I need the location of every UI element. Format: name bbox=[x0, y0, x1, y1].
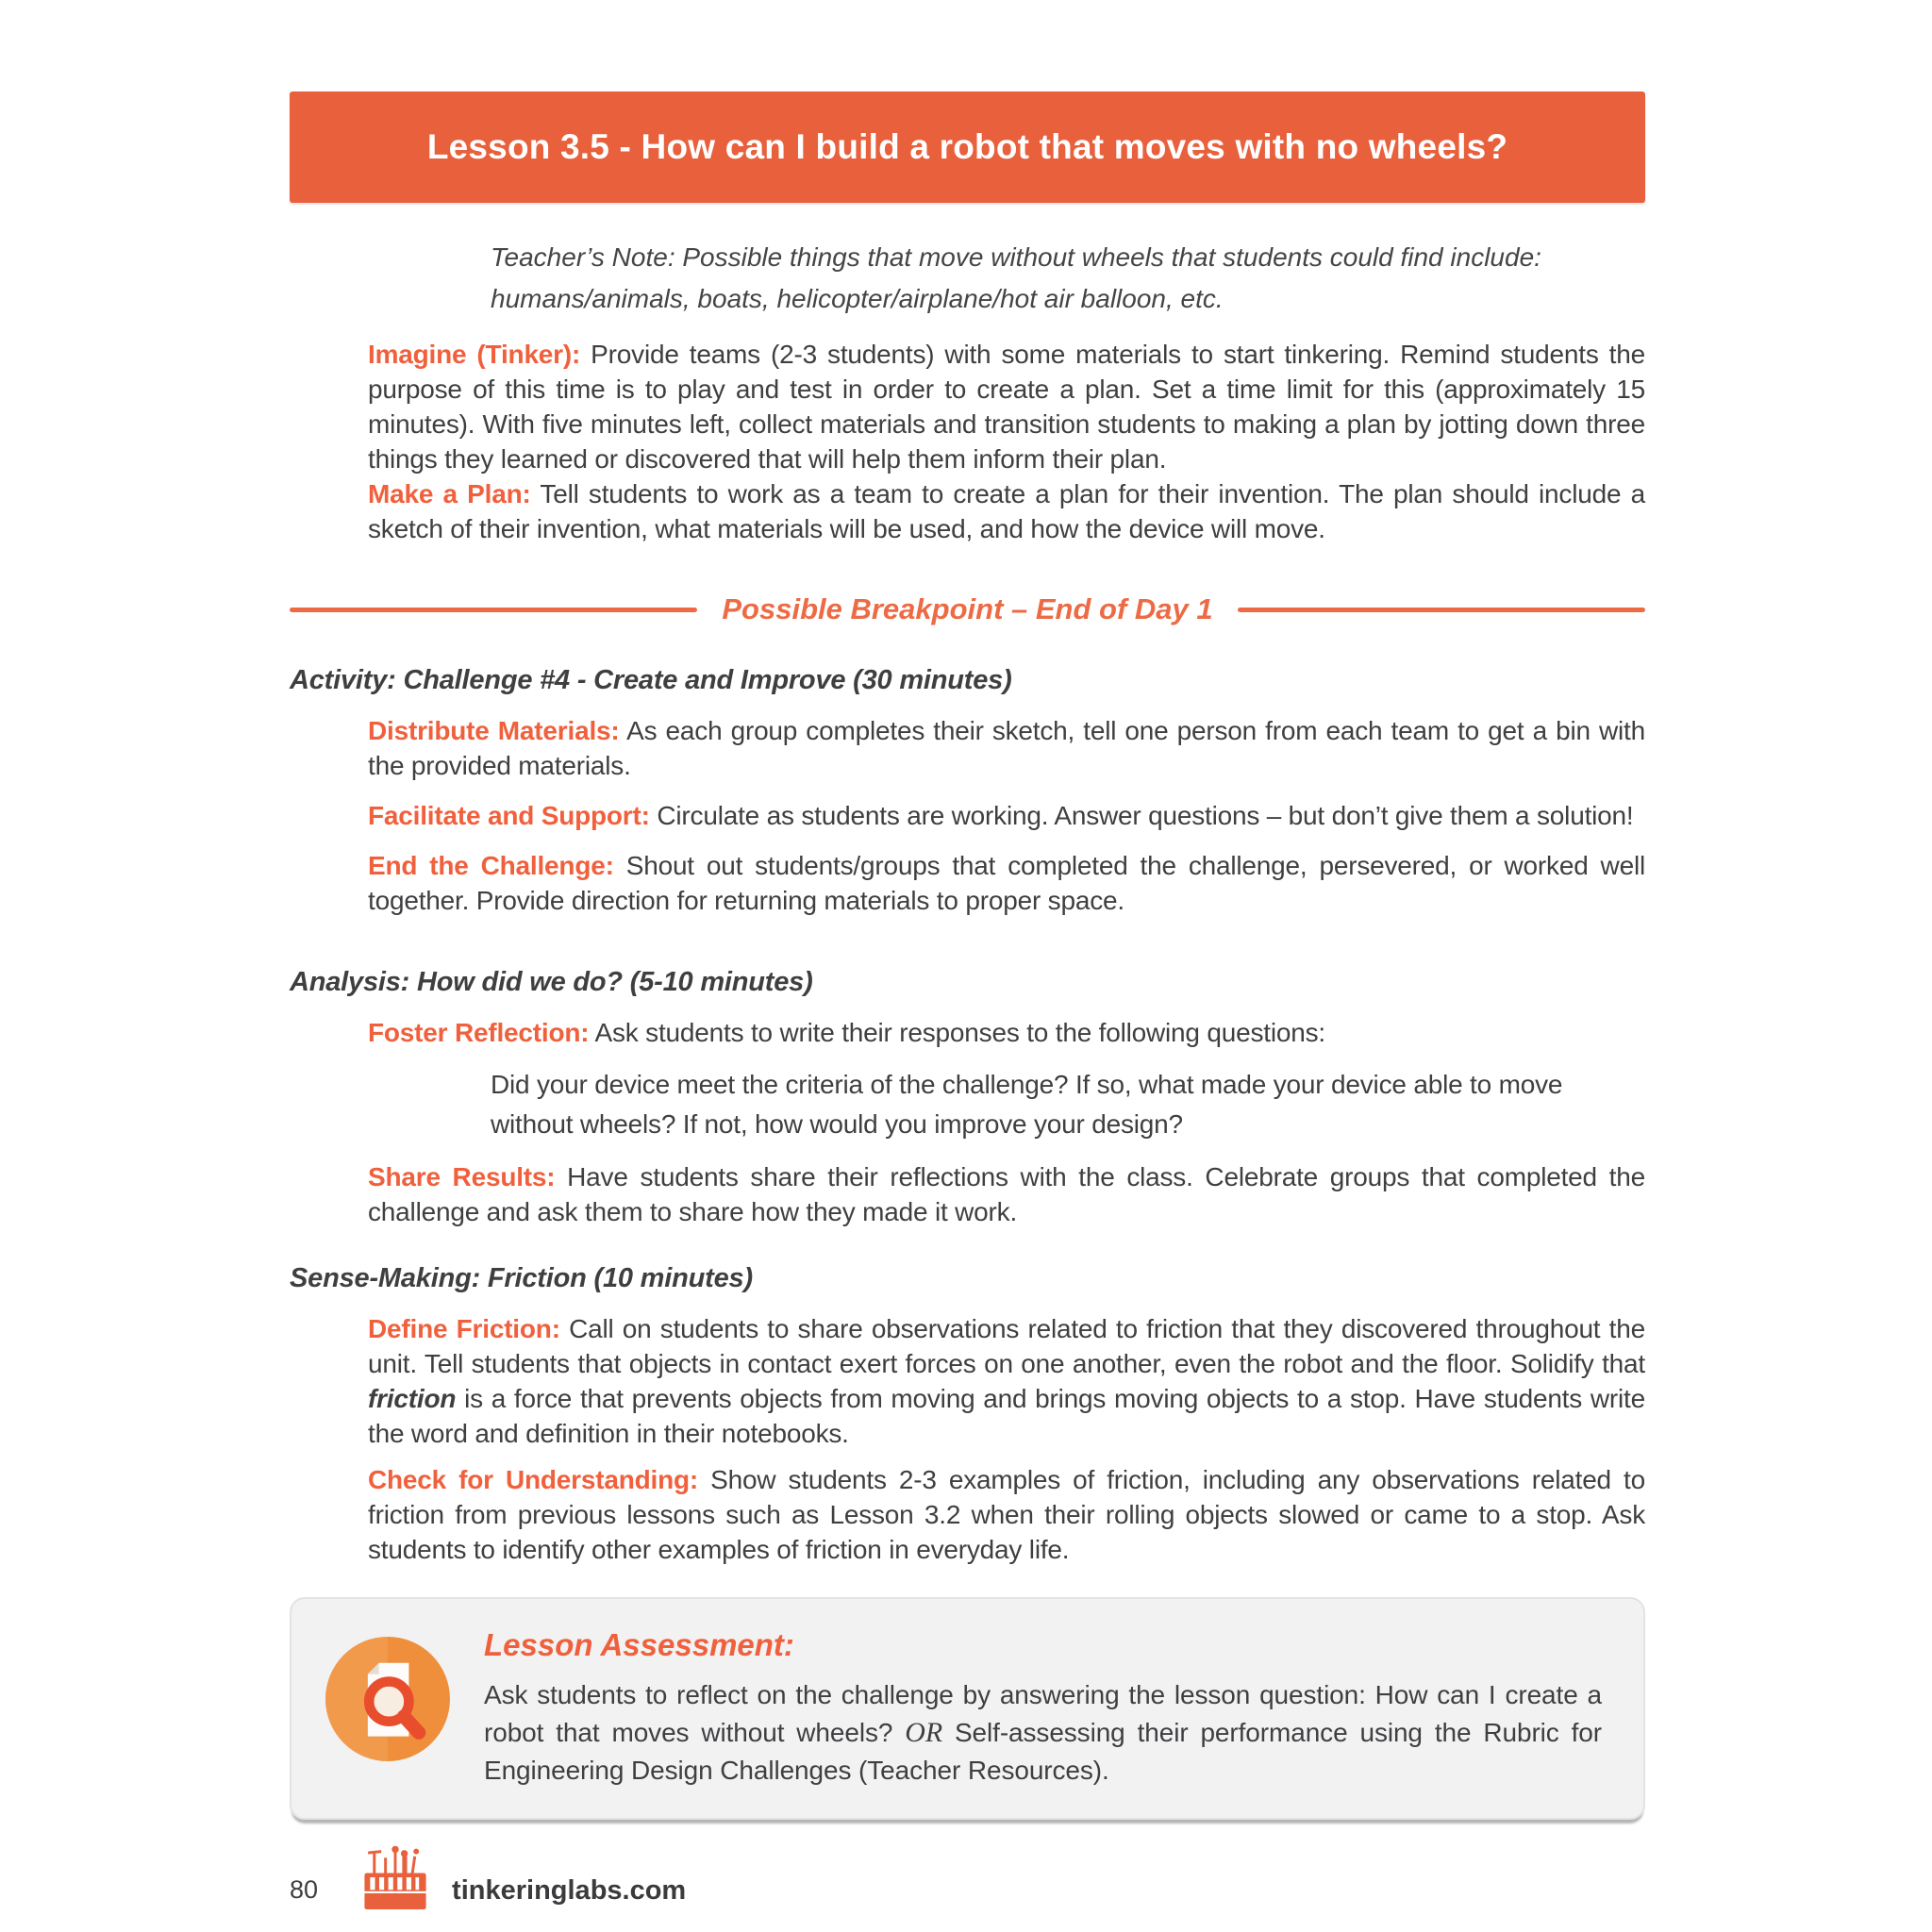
step-text: Show students 2-3 examples of friction, including any observations related to friction from previous lessons such as Lesson 3.2 when their rolling objects slowed or came to a stop. Ask students to identify other examples of friction in everyday life. bbox=[368, 1465, 1645, 1564]
step-imagine-tinker bbox=[368, 337, 1645, 476]
step-label: Facilitate and Support: bbox=[368, 801, 650, 830]
step-label: End the Challenge: bbox=[368, 851, 614, 880]
step-label: Check for Understanding: bbox=[368, 1465, 699, 1494]
step-label: Imagine (Tinker): bbox=[368, 340, 581, 369]
step-label: Make a Plan: bbox=[368, 479, 531, 508]
step-define-friction bbox=[368, 1311, 1645, 1451]
step-text: Tell students to work as a team to create a plan for their invention. The plan should include a sketch of their invention, what materials will be used, and how the device will move. bbox=[368, 479, 1645, 543]
section-heading-activity: Activity: Challenge #4 - Create and Improve (30 minutes) bbox=[290, 665, 1012, 695]
assessment-text-part: Self-assessing their performance using the Rubric for Engineering Design Challenges (Teacher Resources). bbox=[484, 1718, 1602, 1785]
toolbox-logo-icon bbox=[358, 1842, 433, 1912]
step-check-for-understanding bbox=[368, 1462, 1645, 1567]
lesson-title: Lesson 3.5 - How can I build a robot that moves with no wheels? bbox=[426, 127, 1508, 166]
divider-line-left bbox=[290, 608, 697, 612]
breakpoint-label: Possible Breakpoint – End of Day 1 bbox=[722, 592, 1213, 625]
step-text: Ask students to write their responses to the following questions: bbox=[594, 1018, 1326, 1047]
section-heading-sense-making: Sense-Making: Friction (10 minutes) bbox=[290, 1263, 753, 1293]
step-share-results bbox=[368, 1159, 1645, 1229]
step-label: Define Friction: bbox=[368, 1314, 560, 1343]
emphasis-word: friction bbox=[368, 1384, 457, 1413]
assessment-text bbox=[484, 1676, 1602, 1790]
assessment-body bbox=[484, 1624, 1602, 1790]
divider-line-right bbox=[1238, 608, 1645, 612]
step-foster-reflection bbox=[368, 1015, 1645, 1050]
step-text: As each group completes their sketch, tell one person from each team to get a bin with the provided materials. bbox=[368, 716, 1646, 780]
step-text: Shout out students/groups that completed the challenge, persevered, or worked well together. Provide direction for returning materials to proper space. bbox=[368, 851, 1645, 915]
step-label: Share Results: bbox=[368, 1162, 556, 1191]
step-text: Provide teams (2-3 students) with some materials to start tinkering. Remind students the purpose of this time is to play and test in order to create a plan. Set a time limit for this (approximately 15 minutes). With five minutes left, collect materials and transition students to making a plan by jotting down three things they learned or discovered that will help them inform their plan. bbox=[368, 340, 1645, 474]
site-name: tinkeringlabs.com bbox=[452, 1875, 687, 1906]
assessment-title: Lesson Assessment: bbox=[484, 1627, 794, 1662]
step-text: Circulate as students are working. Answer questions – but don’t give them a solution! bbox=[657, 801, 1634, 830]
document-magnifier-icon bbox=[325, 1637, 450, 1761]
teacher-note: Teacher’s Note: Possible things that move without wheels that students could find include: humans/animals, boats, helicopter/airplane/hot air balloon, etc. bbox=[491, 242, 1541, 313]
assessment-text-part: Ask students to reflect on the challenge by answering the lesson question: How can I create a robot that moves without wheels? bbox=[484, 1680, 1602, 1747]
page-content bbox=[0, 92, 1932, 1912]
step-make-a-plan bbox=[368, 476, 1645, 546]
lesson-assessment-box bbox=[290, 1597, 1645, 1820]
step-label: Foster Reflection: bbox=[368, 1018, 590, 1047]
reflection-question: Did your device meet the criteria of the challenge? If so, what made your device able to move without wheels? If not, how would you improve your design? bbox=[491, 1070, 1563, 1139]
lesson-title-banner bbox=[290, 92, 1645, 203]
breakpoint-divider bbox=[290, 590, 1645, 629]
or-word: OR bbox=[905, 1717, 943, 1748]
step-facilitate-support bbox=[368, 798, 1645, 833]
page-footer bbox=[290, 1842, 1645, 1912]
page-number: 80 bbox=[290, 1875, 319, 1904]
step-end-challenge bbox=[368, 848, 1645, 918]
step-label: Distribute Materials: bbox=[368, 716, 620, 745]
step-text: Have students share their reflections with the class. Celebrate groups that completed the challenge and ask them to share how they made it work. bbox=[368, 1162, 1645, 1226]
step-text: is a force that prevents objects from moving and brings moving objects to a stop. Have students write the word and definition in their notebooks. bbox=[368, 1384, 1645, 1448]
step-distribute-materials bbox=[368, 713, 1645, 783]
section-heading-analysis: Analysis: How did we do? (5-10 minutes) bbox=[290, 967, 813, 997]
step-text: Call on students to share observations related to friction that they discovered throughout the unit. Tell students that objects in contact exert forces on one another, even the robot and the floor. Solidify that bbox=[368, 1314, 1645, 1378]
